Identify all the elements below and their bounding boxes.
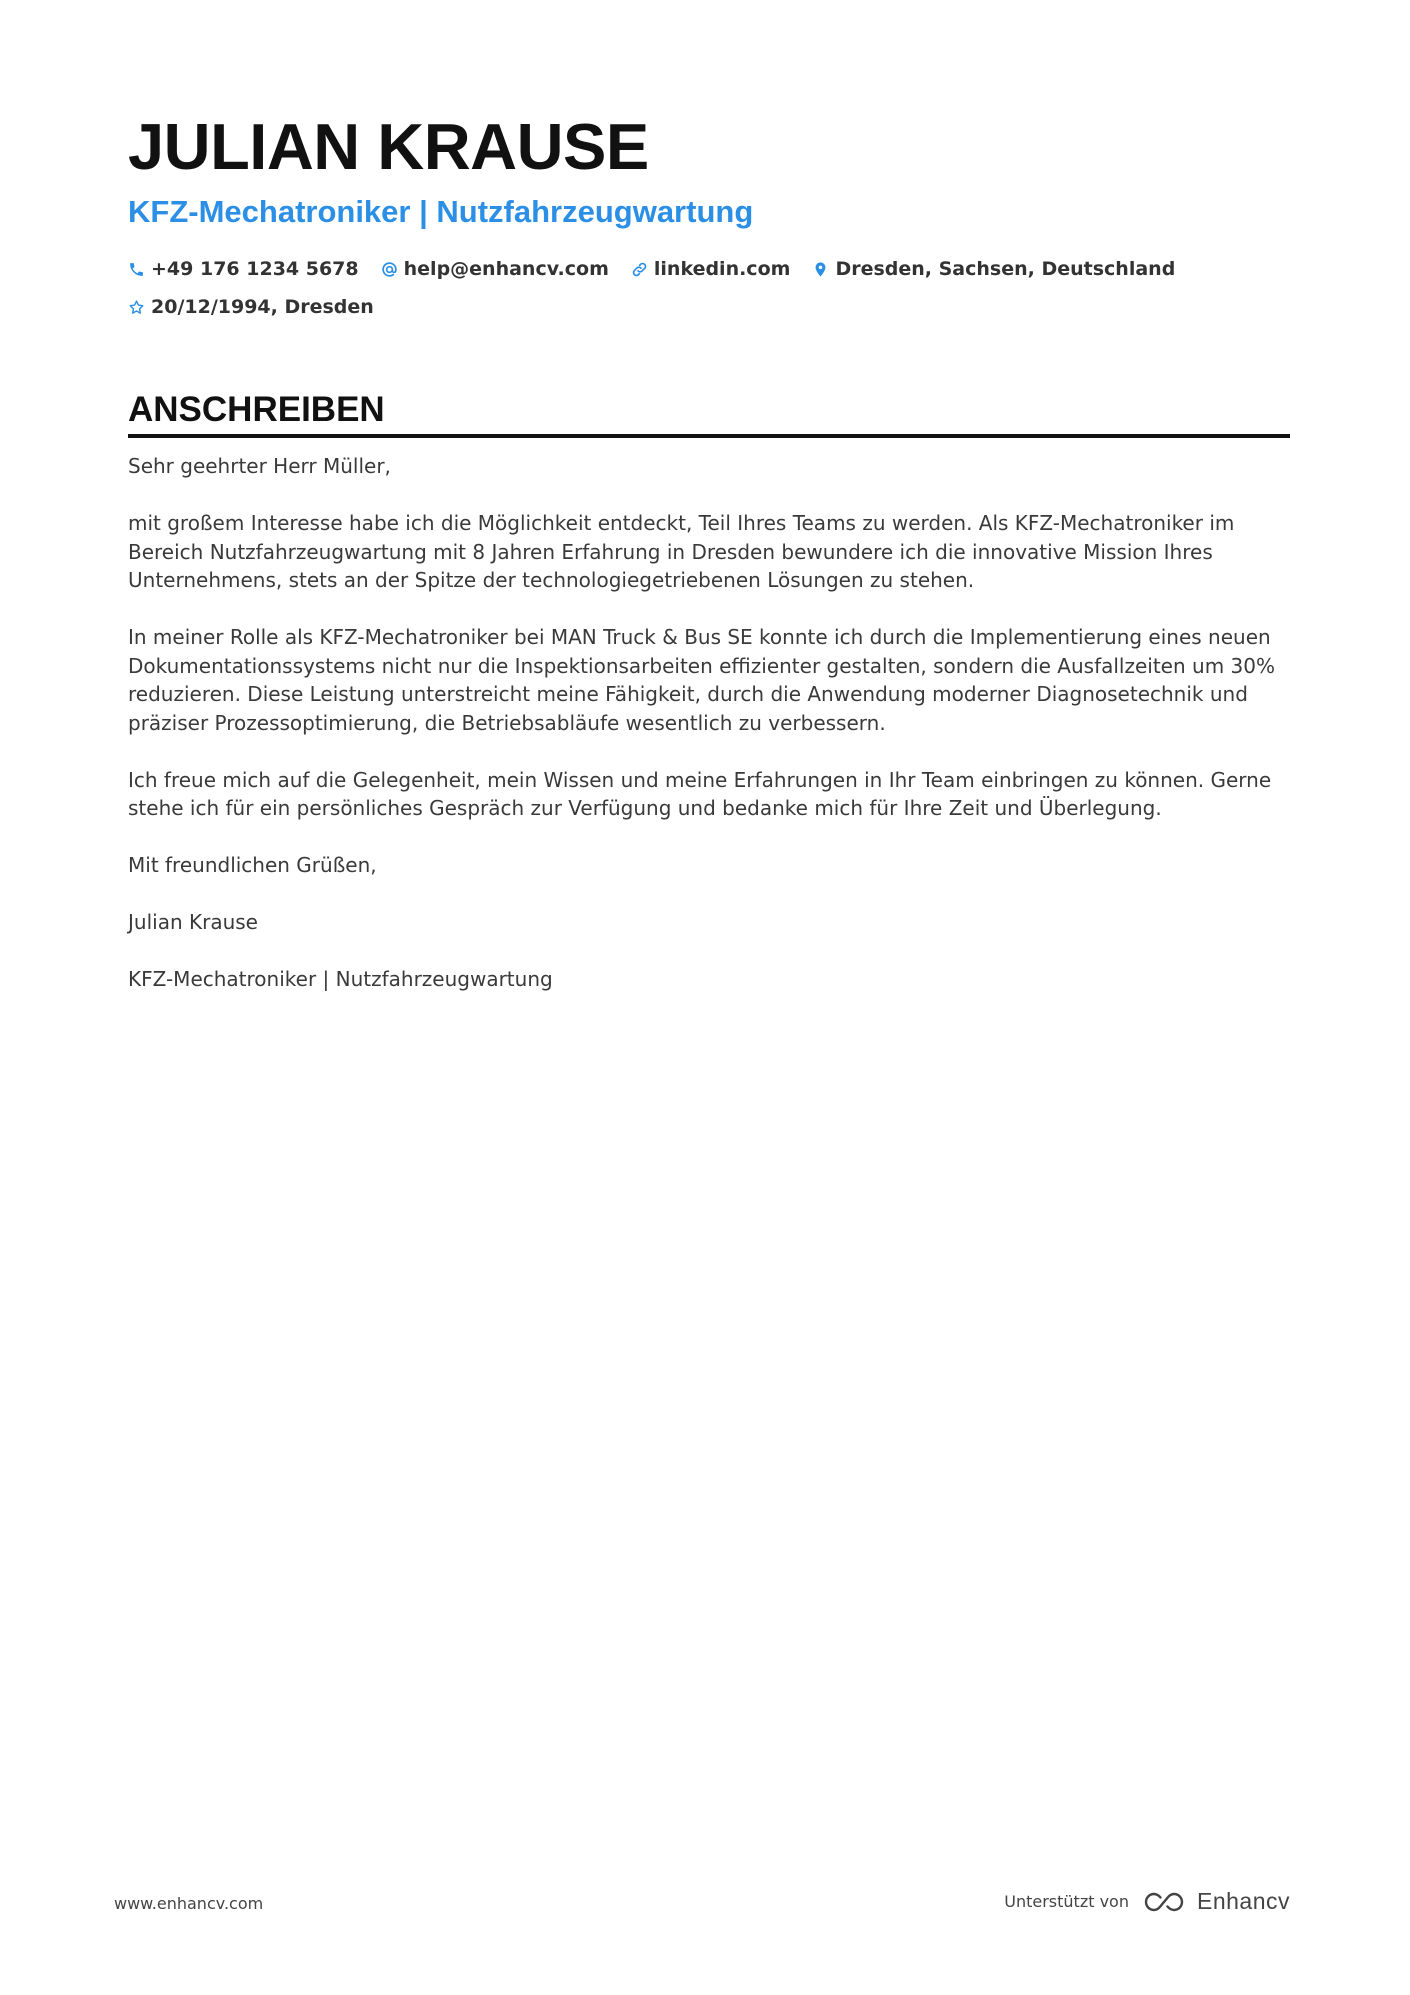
letter-paragraph-1: mit großem Interesse habe ich die Möglichkeit entdeckt, Teil Ihres Teams zu werden. Als KFZ-Mechatroniker im Bereich Nutzfahrzeugwartung mit 8 Jahren Erfahrung in Dresden bewundere ich die innovative Mission Ihres Unternehmens, stets an der Spitze der technologiegetriebenen Lösungen zu stehen. [128,511,1235,592]
phone-text: +49 176 1234 5678 [151,258,359,280]
link-icon [631,261,648,278]
letter-paragraph-2: In meiner Rolle als KFZ-Mechatroniker bei MAN Truck & Bus SE konnte ich durch die Implementierung eines neuen Dokumentationssystems nicht nur die Inspektionsarbeiten effizienter gestalten, sondern die Ausfallzeiten um 30% reduzieren. Diese Leistung unterstreicht meine Fähigkeit, durch die Anwendung moderner Diagnosetechnik und präziser Prozessoptimierung, die Betriebsabläufe wesentlich zu verbessern. [128,625,1275,735]
phone-icon [128,261,145,278]
applicant-title: KFZ-Mechatroniker | Nutzfahrzeugwartung [128,194,754,229]
footer-branding [1004,1888,1290,1915]
contact-birth [128,296,374,318]
enhancv-logo-icon [1141,1889,1187,1915]
star-icon [128,299,145,316]
contact-location [812,258,1175,280]
powered-by-text: Unterstützt von [1004,1892,1129,1911]
salutation: Sehr geehrter Herr Müller, [128,454,391,478]
signature-title: KFZ-Mechatroniker | Nutzfahrzeugwartung [128,967,553,991]
contact-row-2 [128,288,1290,326]
cover-letter-page [128,108,1290,1022]
location-text: Dresden, Sachsen, Deutschland [835,258,1176,280]
brand-name: Enhancv [1196,1888,1290,1914]
contact-phone [128,258,359,280]
enhancv-logo[interactable] [1141,1888,1290,1915]
at-icon [381,261,398,278]
contact-linkedin[interactable] [631,258,791,280]
signature-name: Julian Krause [128,910,258,934]
contact-info [128,250,1290,326]
section-title: ANSCHREIBEN [128,390,385,429]
footer-website[interactable]: www.enhancv.com [114,1894,264,1913]
letter-paragraph-3: Ich freue mich auf die Gelegenheit, mein Wissen und meine Erfahrungen in Ihr Team einbringen zu können. Gerne stehe ich für ein persönliches Gespräch zur Verfügung und bedanke mich für Ihre Zeit und Überlegung. [128,767,1272,820]
email-text: help@enhancv.com [403,258,609,280]
applicant-name: JULIAN KRAUSE [128,110,649,183]
closing: Mit freundlichen Grüßen, [128,853,377,877]
letter-body [128,452,1290,994]
contact-row-1 [128,250,1290,288]
contact-email[interactable] [381,258,609,280]
cover-letter-section [128,388,1290,994]
linkedin-text: linkedin.com [653,258,791,280]
location-pin-icon [812,261,829,278]
section-divider [128,434,1290,438]
birth-text: 20/12/1994, Dresden [151,296,374,318]
